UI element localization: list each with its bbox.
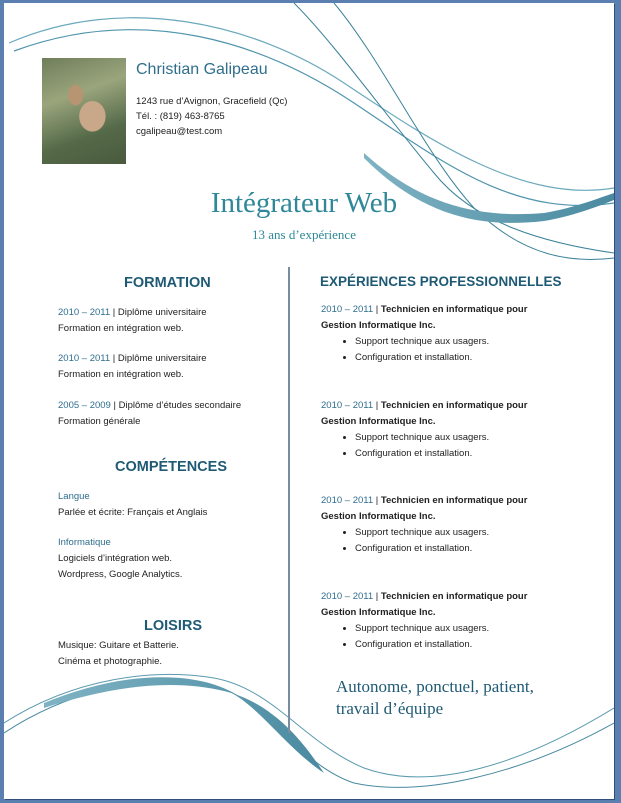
formation-years: 2010 – 2011 [58, 353, 111, 364]
separator: | [110, 307, 118, 318]
separator: | [110, 400, 119, 411]
qualities-line: Autonome, ponctuel, patient, [336, 677, 534, 696]
experience-company: Gestion Informatique Inc. [321, 511, 436, 522]
experience-item [321, 493, 571, 557]
phone-line: Tél. : (819) 463-8765 [136, 111, 225, 122]
loisir-line: Cinéma et photographie. [58, 656, 163, 667]
task-item: • Configuration et installation. [355, 637, 571, 653]
address-line: 1243 rue d’Avignon, Gracefield (Qc) [136, 96, 288, 107]
task-item: • Configuration et installation. [355, 541, 571, 557]
task-item: • Support technique aux usagers. [355, 525, 571, 541]
experience-item [321, 302, 571, 366]
formation-item-line [58, 398, 241, 414]
separator: | [110, 353, 118, 364]
experience-item-line [321, 302, 571, 318]
resume-page [4, 3, 614, 799]
competence-line: Parlée et écrite: Français et Anglais [58, 507, 208, 518]
competence-group [58, 489, 207, 521]
experience-company: Gestion Informatique Inc. [321, 607, 436, 618]
experience-role: Technicien en informatique pour [380, 495, 528, 506]
task-item: • Support technique aux usagers. [355, 621, 571, 637]
experience-item-line [321, 589, 571, 605]
job-title: Intégrateur Web [210, 187, 398, 219]
experience-role: Technicien en informatique pour [380, 304, 528, 315]
separator: | [373, 495, 381, 506]
formation-item-line [58, 351, 207, 367]
experience-item [321, 398, 571, 462]
competences-heading: COMPÉTENCES [115, 459, 227, 475]
personal-qualities [336, 676, 596, 720]
contact-info [136, 94, 287, 139]
experience-item [321, 589, 571, 653]
qualities-line: travail d’équipe [336, 699, 444, 718]
formation-item [58, 398, 241, 430]
experience-years: 2010 – 2011 [321, 591, 374, 602]
email-line: cgalipeau@test.com [136, 126, 223, 137]
formation-diploma: Diplôme universitaire [117, 307, 207, 318]
competence-group [58, 535, 182, 583]
formation-item [58, 351, 207, 383]
formation-item-line [58, 305, 207, 321]
task-item: • Support technique aux usagers. [355, 334, 571, 350]
loisir-line: Musique: Guitare et Batterie. [58, 640, 179, 651]
formation-diploma: Diplôme universitaire [117, 353, 207, 364]
formation-years: 2005 – 2009 [58, 400, 111, 411]
task-item: • Configuration et installation. [355, 446, 571, 462]
formation-years: 2010 – 2011 [58, 307, 111, 318]
competence-line: Logiciels d’intégration web. [58, 553, 173, 564]
experience-years: 2010 – 2011 [321, 495, 374, 506]
candidate-name: Christian Galipeau [136, 61, 268, 78]
formation-heading: FORMATION [124, 275, 211, 291]
separator: | [373, 304, 381, 315]
competence-category: Informatique [58, 537, 111, 548]
separator: | [373, 591, 381, 602]
experience-years: 2010 – 2011 [321, 400, 374, 411]
competence-category: Langue [58, 491, 90, 502]
task-item: • Support technique aux usagers. [355, 430, 571, 446]
experience-company: Gestion Informatique Inc. [321, 416, 436, 427]
profile-photo [42, 58, 126, 164]
experience-years: 2010 – 2011 [321, 304, 374, 315]
loisirs-list [58, 638, 179, 670]
formation-detail: Formation en intégration web. [58, 323, 184, 334]
task-list [321, 621, 571, 653]
formation-detail: Formation en intégration web. [58, 369, 184, 380]
experience-years: 13 ans d’expérience [252, 227, 356, 242]
experience-item-line [321, 493, 571, 509]
column-divider [288, 267, 290, 733]
formation-item [58, 305, 207, 337]
experiences-heading: EXPÉRIENCES PROFESSIONNELLES [320, 274, 562, 289]
experience-role: Technicien en informatique pour [380, 591, 528, 602]
formation-detail: Formation générale [58, 416, 141, 427]
separator: | [373, 400, 381, 411]
task-list [321, 334, 571, 366]
task-list [321, 430, 571, 462]
formation-diploma: Diplôme d’études secondaire [118, 400, 242, 411]
experience-company: Gestion Informatique Inc. [321, 320, 436, 331]
competence-line: Wordpress, Google Analytics. [58, 569, 183, 580]
experience-role: Technicien en informatique pour [380, 400, 528, 411]
task-item: • Configuration et installation. [355, 350, 571, 366]
task-list [321, 525, 571, 557]
experience-item-line [321, 398, 571, 414]
loisirs-heading: LOISIRS [144, 618, 203, 634]
